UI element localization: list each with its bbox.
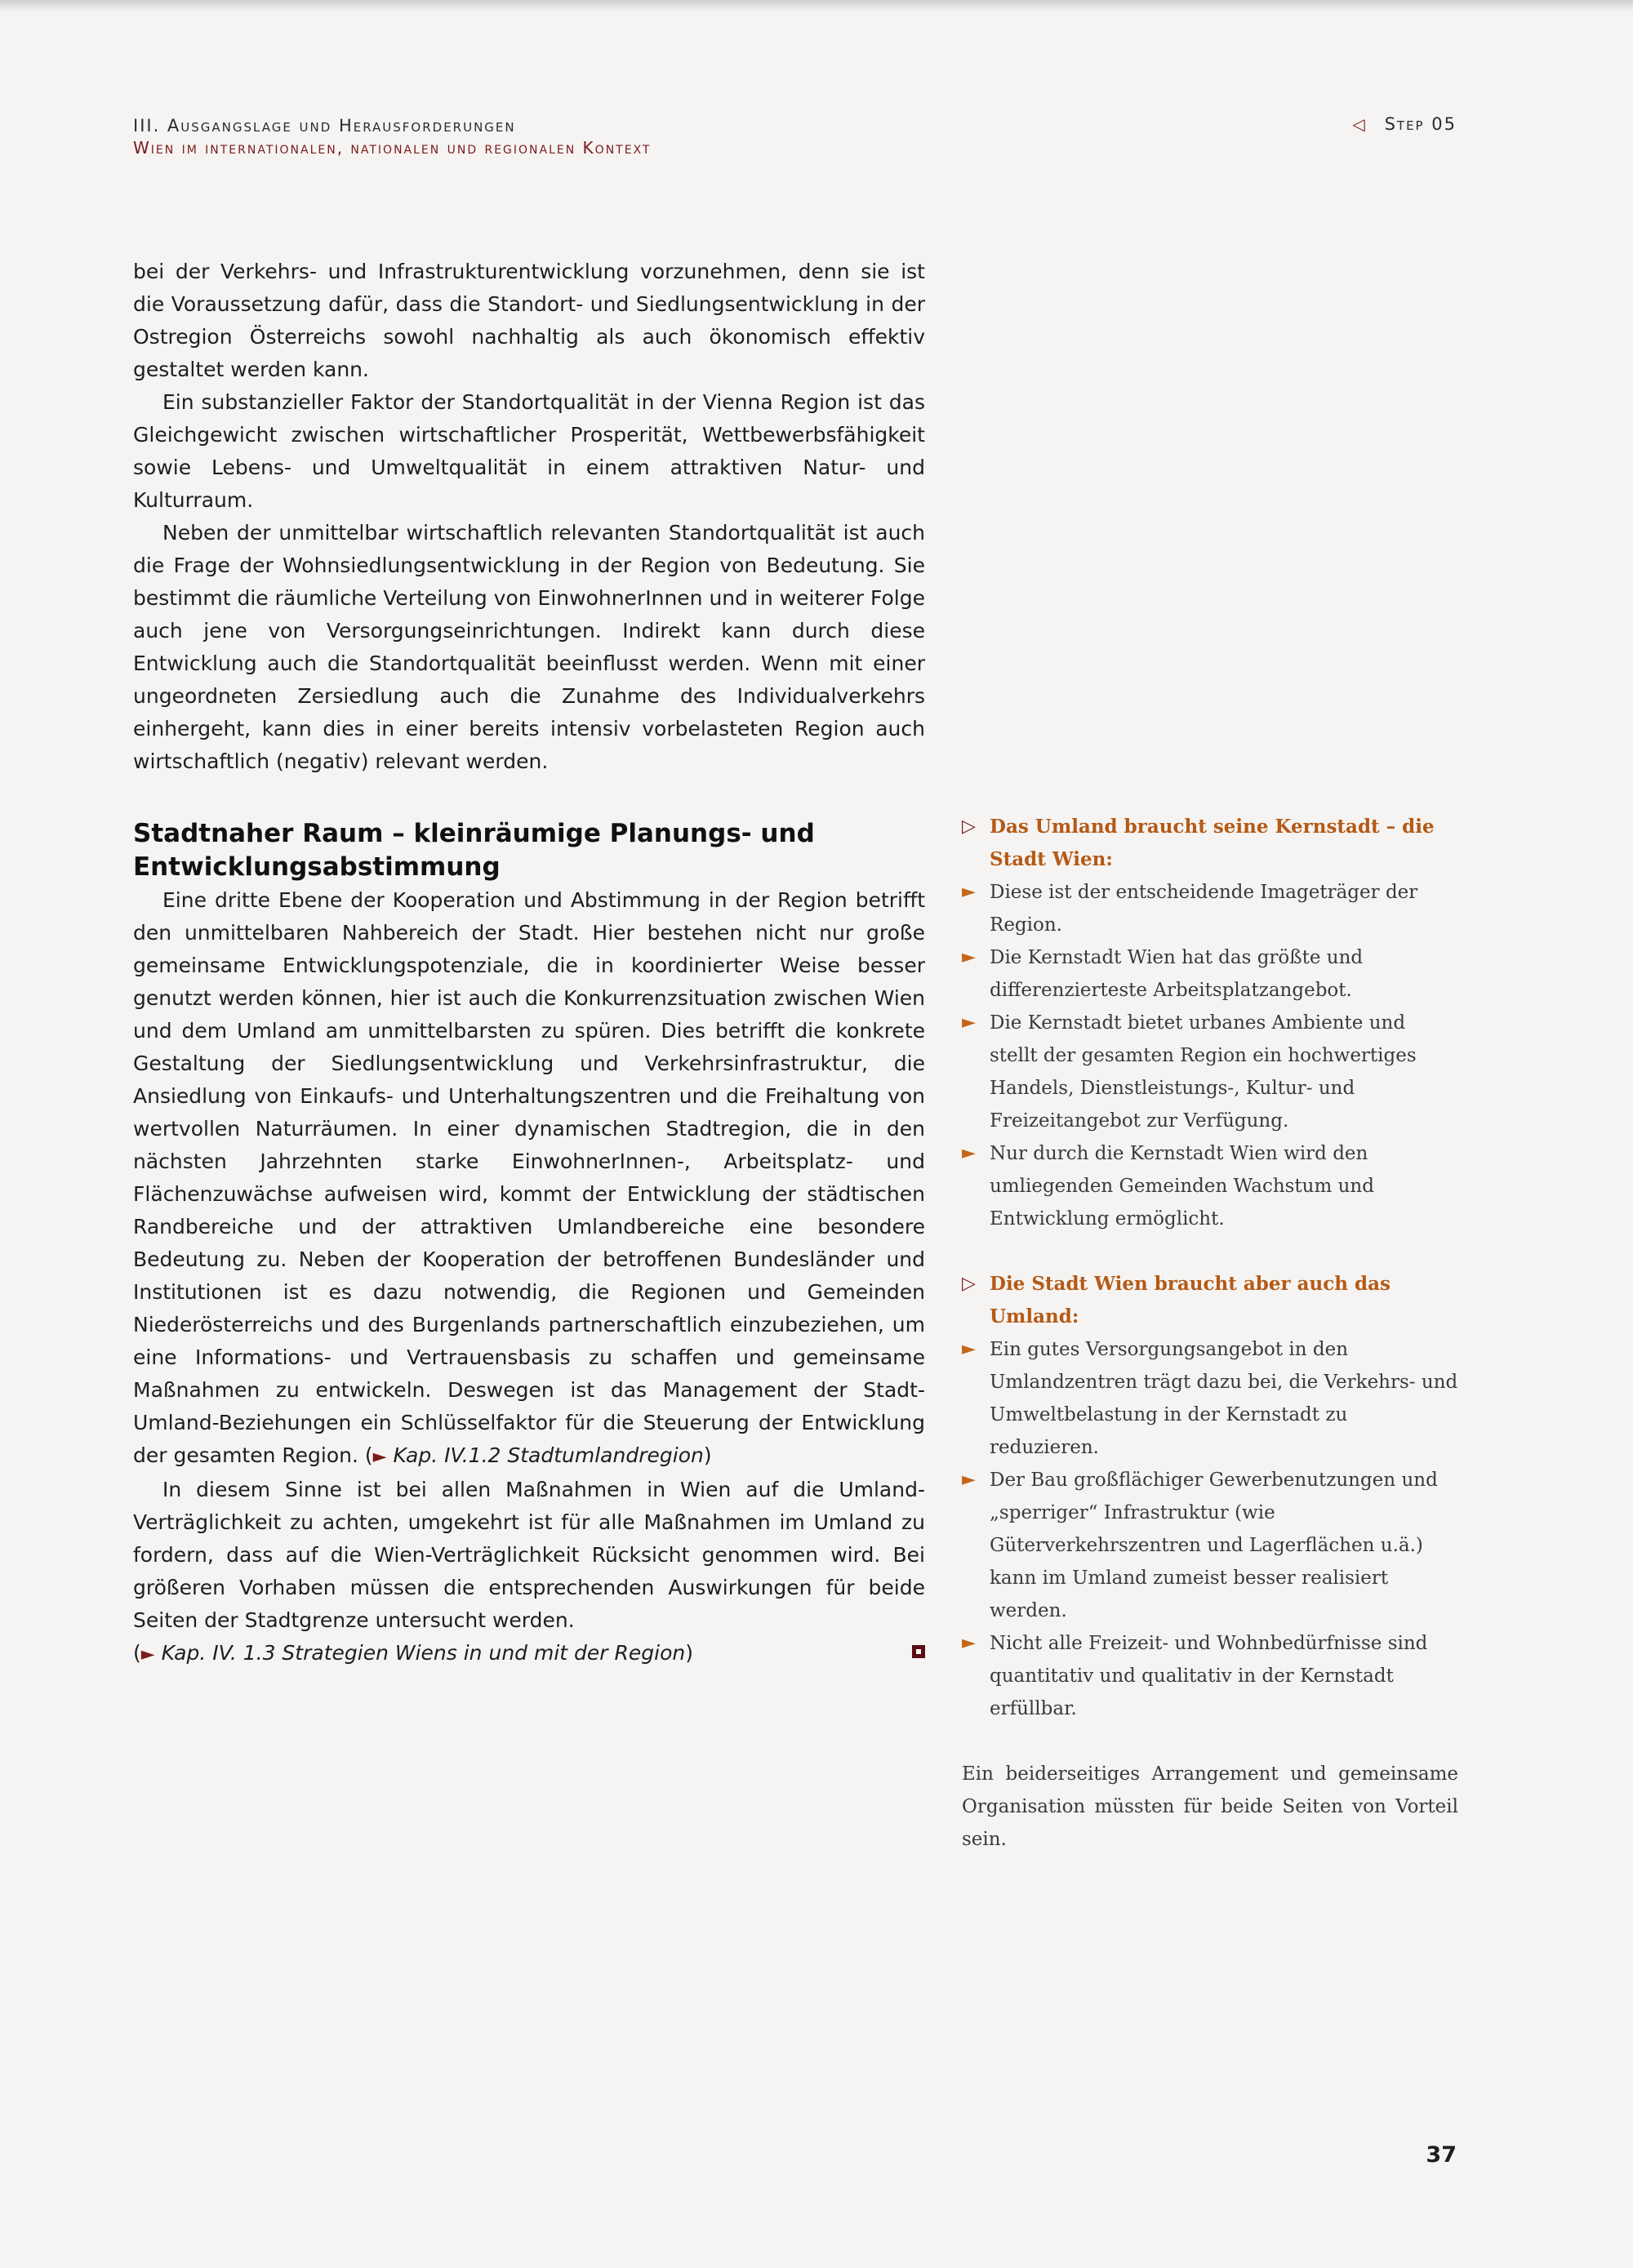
bullet-arrow-icon: ► (962, 1339, 976, 1359)
triangle-left-icon: ◁ (1352, 114, 1367, 134)
main-column (133, 256, 925, 1671)
bullet-arrow-icon: ► (962, 1633, 976, 1653)
paragraph-4-text: Eine dritte Ebene der Kooperation und Abstimmung in der Region betrifft den unmittelbaren Nahbereich der Stadt. Hier bestehen nicht nur große gemeinsame Entwicklungspotenziale, die in koordinierter Weise besser genutzt werden können, hier ist auch die Konkurrenzsituation zwischen Wien und dem Umland am unmittelbarsten zu spüren. Dies betrifft die konkrete Gestaltung der Siedlungsentwicklung und Verkehrsinfrastruktur, die Ansiedlung von Einkaufs- und Unterhaltungszentren und die Freihaltung von wertvollen Naturräumen. In einer dynamischen Stadtregion, die in den nächsten Jahrzehnten starke EinwohnerInnen-, Arbeitsplatz- und Flächenzuwächse aufweisen wird, kommt der Entwicklung der städtischen Randbereiche und der attraktiven Umlandbereiche eine besondere Bedeutung zu. Neben der Kooperation der betroffenen Bundesländer und Institutionen ist es dazu notwendig, die Regionen und Gemeinden Niederösterreichs und des Burgenlands partnerschaftlich einzubeziehen, um eine Informations- und Vertrauensbasis zu schaffen und gemeinsame Maßnahmen zu entwickeln. Deswegen ist das Management der Stadt-Umland-Beziehungen ein Schlüsselfaktor für die Steuerung der Entwicklung der gesamten Region. (133, 888, 925, 1467)
sidebar-heading (962, 1268, 1458, 1333)
list-item-text: Die Kernstadt Wien hat das größte und differenzierteste Arbeitsplatzangebot. (990, 947, 1364, 1001)
chapter-title: III. Ausgangslage und Herausforderungen (133, 116, 516, 136)
bullet-arrow-icon: ► (962, 947, 976, 967)
list-item (962, 876, 1458, 941)
paragraph-5: In diesem Sinne ist bei allen Maßnahmen in Wien auf die Umland-Verträglichkeit zu achten, umgekehrt ist für alle Maßnahmen im Umland zu fordern, dass auf die Wien-Verträglichkeit Rücksicht genommen wird. Bei größeren Vorhaben müssen die entsprechenden Auswirkungen für beide Seiten der Stadtgrenze untersucht werden. (133, 1478, 925, 1632)
step-label: Step 05 (1384, 114, 1457, 134)
step-indicator (1352, 114, 1457, 134)
list-item-text: Diese ist der entscheidende Imageträger der Region. (990, 882, 1418, 936)
list-item (962, 1464, 1458, 1627)
section-title: Wien im internationalen, nationalen und regionalen Kontext (133, 138, 652, 158)
bullet-arrow-icon: ► (962, 1012, 976, 1033)
ref-open: ( (364, 1443, 373, 1467)
list-item (962, 1333, 1458, 1464)
list-item (962, 1007, 1458, 1137)
sidebar-closing-text: Ein beiderseitiges Arrangement und gemeinsame Organisation müssten für beide Seiten von Vorteil sein. (962, 1763, 1458, 1850)
sidebar-heading-text: Das Umland braucht seine Kernstadt – die Stadt Wien: (990, 816, 1435, 870)
list-item (962, 1137, 1458, 1235)
list-item-text: Ein gutes Versorgungsangebot in den Umlandzentren trägt dazu bei, die Verkehrs- und Umweltbelastung in der Kernstadt zu reduzieren. (990, 1339, 1458, 1458)
section-heading: Stadtnaher Raum – kleinräumige Planungs- und Entwicklungsabstimmung (133, 819, 815, 882)
ref-close: ) (703, 1443, 712, 1467)
list-item-text: Nur durch die Kernstadt Wien wird den umliegenden Gemeinden Wachstum und Entwicklung ermöglicht. (990, 1143, 1374, 1230)
sidebar-block-2 (962, 1268, 1458, 1725)
sidebar-heading (962, 811, 1458, 876)
list-item (962, 1627, 1458, 1725)
scan-edge (0, 0, 1633, 11)
sidebar-column (962, 811, 1458, 1874)
paragraph-3: Neben der unmittelbar wirtschaftlich relevanten Standortqualität ist auch die Frage der Wohnsiedlungsentwicklung in der Region von Bedeutung. Sie bestimmt die räumliche Verteilung von EinwohnerInnen und in weiterer Folge auch jene von Versorgungseinrichtungen. Indirekt kann durch diese Entwicklung auch die Standortqualität beeinflusst werden. Wenn mit einer ungeordneten Zersiedlung auch die Zunahme des Individualverkehrs einhergeht, kann dies in einer bereits intensiv vorbelasteten Region auch wirtschaftlich (negativ) relevant werden. (133, 521, 925, 773)
bullet-arrow-icon: ► (962, 1470, 976, 1490)
arrow-right-icon: ► (372, 1447, 387, 1467)
end-of-section-icon (912, 1645, 925, 1658)
arrow-right-icon: ► (140, 1644, 155, 1665)
running-head (133, 114, 651, 158)
paragraph-1: bei der Verkehrs- und Infrastrukturentwicklung vorzunehmen, denn sie ist die Voraussetzung dafür, dass die Standort- und Siedlungsentwicklung in der Ostregion Österreichs sowohl nachhaltig als auch ökonomisch effektiv gestaltet werden kann. (133, 260, 925, 381)
page-number: 37 (1426, 2142, 1457, 2168)
ref-close: ) (685, 1641, 693, 1665)
ref-open: ( (133, 1641, 141, 1665)
list-item-text: Nicht alle Freizeit- und Wohnbedürfnisse sind quantitativ und qualitativ in der Kernstadt erfüllbar. (990, 1633, 1428, 1719)
list-item-text: Die Kernstadt bietet urbanes Ambiente und stellt der gesamten Region ein hochwertiges Handels, Dienstleistungs-, Kultur- und Freizeitangebot zur Verfügung. (990, 1012, 1417, 1132)
bullet-arrow-icon: ► (962, 882, 976, 902)
cross-reference-link: Kap. IV.1.2 Stadtumlandregion (393, 1443, 704, 1467)
cross-reference-link: Kap. IV. 1.3 Strategien Wiens in und mit der Region (161, 1641, 686, 1665)
paragraph-2: Ein substanzieller Faktor der Standortqualität in der Vienna Region ist das Gleichgewicht zwischen wirtschaftlicher Prosperität, Wettbewerbsfähigkeit sowie Lebens- und Umweltqualität in einem attraktiven Natur- und Kulturraum. (133, 390, 925, 512)
bullet-arrow-icon: ► (962, 1143, 976, 1163)
triangle-outline-icon: ▷ (962, 1274, 976, 1294)
sidebar-block-1 (962, 811, 1458, 1235)
list-item-text: Der Bau großflächiger Gewerbenutzungen und „sperriger“ Infrastruktur (wie Güterverkehrszentren und Lagerflächen u.ä.) kann im Umland zumeist besser realisiert werden. (990, 1470, 1438, 1621)
list-item (962, 941, 1458, 1007)
triangle-outline-icon: ▷ (962, 816, 976, 837)
paragraph-4 (133, 884, 925, 1474)
sidebar-heading-text: Die Stadt Wien braucht aber auch das Umland: (990, 1273, 1390, 1327)
cross-reference-line (133, 1637, 925, 1671)
